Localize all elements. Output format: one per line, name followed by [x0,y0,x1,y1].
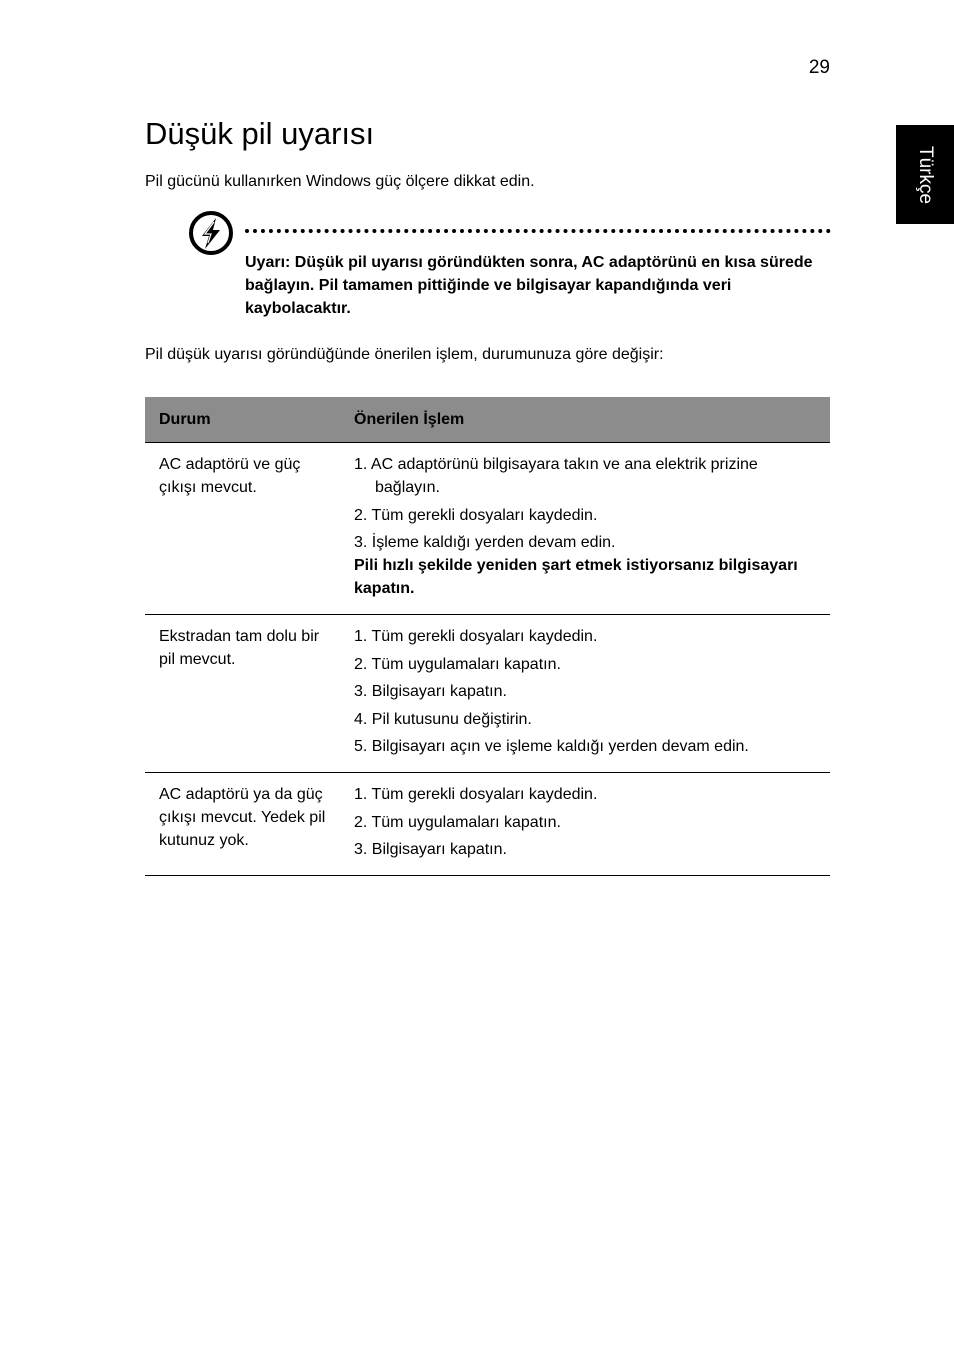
action-table [145,397,830,876]
page-number: 29 [808,57,830,78]
condition-cell: Ekstradan tam dolu bir pil mevcut. [145,615,340,773]
condition-cell: AC adaptörü ya da güç çıkışı mevcut. Yedek pil kutunuz yok. [145,773,340,876]
lightning-warning-icon [187,209,235,257]
step-item: 1. Tüm gerekli dosyaları kaydedin. [354,628,598,645]
language-tab-label: Türkçe [915,145,936,204]
step-item: 5. Bilgisayarı açın ve işleme kaldığı yerden devam edin. [354,738,749,755]
steps-cell [340,615,830,773]
table-row [145,773,830,876]
table-lead-text: Pil düşük uyarısı göründüğünde önerilen işlem, durumunuza göre değişir: [145,346,664,363]
step-list [354,625,820,758]
page-title: Düşük pil uyarısı [145,116,375,151]
step-item: 2. Tüm gerekli dosyaları kaydedin. [354,506,598,524]
steps-cell [340,443,830,615]
condition-cell: AC adaptörü ve güç çıkışı mevcut. [145,443,340,615]
step-item: 4. Pil kutusunu değiştirin. [354,710,532,728]
step-item: 3. İşleme kaldığı yerden devam edin. [354,534,616,551]
step-item: 3. Bilgisayarı kapatın. [354,841,507,858]
steps-cell [340,773,830,876]
header-action: Önerilen İşlem [340,397,830,443]
step-note: Pili hızlı şekilde yeniden şart etmek istiyorsanız bilgisayarı kapatın. [354,557,798,597]
step-list [354,783,820,861]
header-condition: Durum [145,397,340,443]
step-item: 1. Tüm gerekli dosyaları kaydedin. [354,786,598,803]
step-item: 1. AC adaptörünü bilgisayara takın ve ana elektrik prizine bağlayın. [354,456,758,496]
warning-divider [245,229,831,233]
intro-text: Pil gücünü kullanırken Windows güç ölçere dikkat edin. [145,173,535,190]
step-list [354,453,820,554]
table-header-row [145,397,830,443]
table-row [145,615,830,773]
step-item: 2. Tüm uygulamaları kapatın. [354,655,561,673]
language-tab [896,125,954,224]
step-item: 2. Tüm uygulamaları kapatın. [354,813,561,831]
warning-text: Uyarı: Düşük pil uyarısı göründükten sonra, AC adaptörünü en kısa sürede bağlayın. Pil tamamen pittiğinde ve bilgisayar kapandığında veri kaybolacaktır. [245,254,813,317]
table-row [145,443,830,615]
step-item: 3. Bilgisayarı kapatın. [354,683,507,700]
